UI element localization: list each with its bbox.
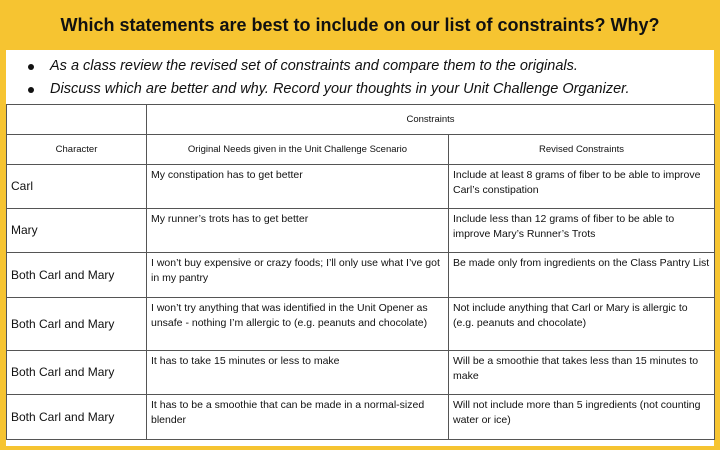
bullet-icon	[28, 87, 34, 93]
revised-constraint-cell: Not include anything that Carl or Mary is allergic to (e.g. peanuts and chocolate)	[449, 298, 715, 351]
original-need-cell: I won’t try anything that was identified in the Unit Opener as unsafe - nothing I’m allergic to (e.g. peanuts and chocolate)	[147, 298, 449, 351]
original-need-cell: It has to take 15 minutes or less to make	[147, 351, 449, 395]
bullet-icon	[28, 64, 34, 70]
character-cell: Both Carl and Mary	[7, 298, 147, 351]
character-cell: Both Carl and Mary	[7, 395, 147, 440]
character-cell: Both Carl and Mary	[7, 253, 147, 298]
instruction-list	[6, 55, 714, 101]
table-row	[7, 165, 715, 209]
character-cell: Mary	[7, 209, 147, 253]
original-need-cell: I won’t buy expensive or crazy foods; I’ll only use what I’ve got in my pantry	[147, 253, 449, 298]
instruction-item	[6, 78, 714, 101]
column-header-character: Character	[7, 135, 147, 165]
constraints-table	[6, 104, 715, 440]
header-blank-cell	[7, 105, 147, 135]
instruction-text: Discuss which are better and why. Record your thoughts in your Unit Challenge Organizer.	[50, 81, 630, 97]
table-row	[7, 351, 715, 395]
character-cell: Both Carl and Mary	[7, 351, 147, 395]
revised-constraint-cell: Include less than 12 grams of fiber to be able to improve Mary’s Runner’s Trots	[449, 209, 715, 253]
instruction-text: As a class review the revised set of constraints and compare them to the originals.	[50, 58, 578, 74]
instruction-item	[6, 55, 714, 78]
column-header-original: Original Needs given in the Unit Challenge Scenario	[147, 135, 449, 165]
revised-constraint-cell: Will be a smoothie that takes less than 15 minutes to make	[449, 351, 715, 395]
table-row	[7, 395, 715, 440]
original-need-cell: It has to be a smoothie that can be made in a normal-sized blender	[147, 395, 449, 440]
column-header-revised: Revised Constraints	[449, 135, 715, 165]
table-row	[7, 209, 715, 253]
character-cell: Carl	[7, 165, 147, 209]
revised-constraint-cell: Be made only from ingredients on the Class Pantry List	[449, 253, 715, 298]
slide-title: Which statements are best to include on our list of constraints? Why?	[0, 0, 720, 50]
constraints-group-header: Constraints	[147, 105, 715, 135]
revised-constraint-cell: Will not include more than 5 ingredients (not counting water or ice)	[449, 395, 715, 440]
original-need-cell: My runner’s trots has to get better	[147, 209, 449, 253]
table-row	[7, 298, 715, 351]
table-row	[7, 253, 715, 298]
revised-constraint-cell: Include at least 8 grams of fiber to be able to improve Carl’s constipation	[449, 165, 715, 209]
original-need-cell: My constipation has to get better	[147, 165, 449, 209]
